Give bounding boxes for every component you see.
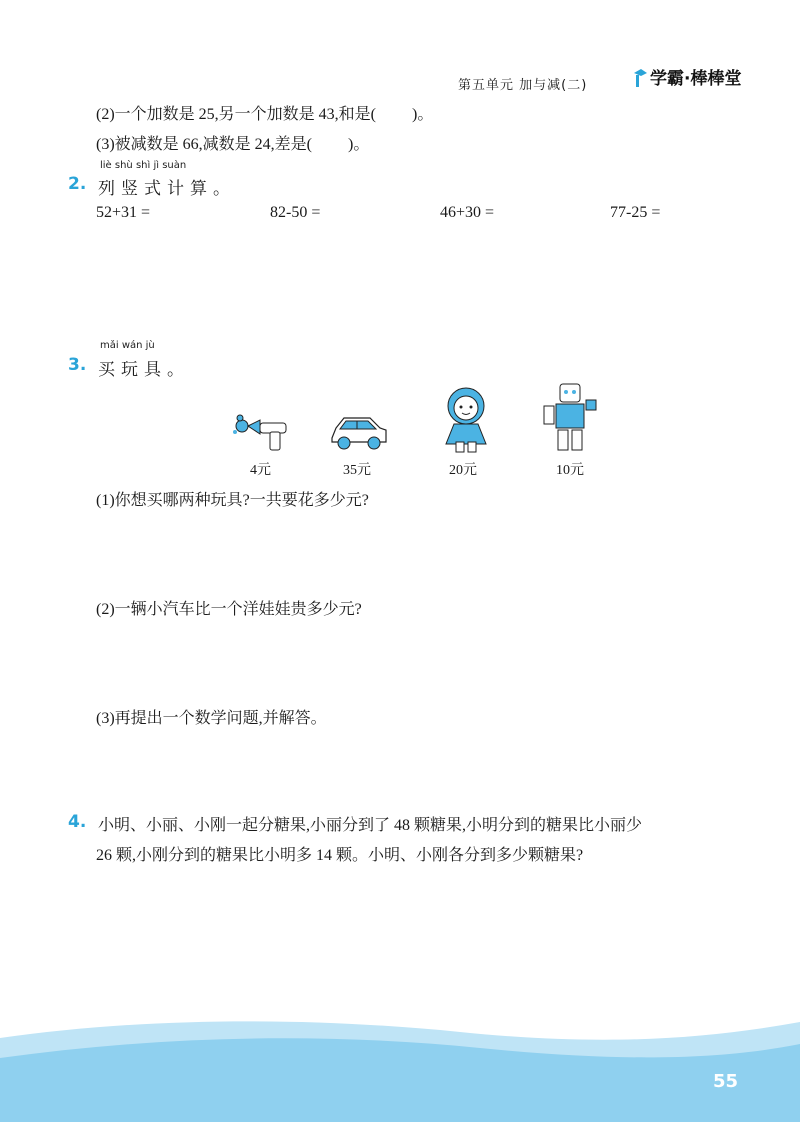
q4-number: 4. [68, 812, 87, 832]
q2-title: 列竖式计算。 [98, 179, 236, 199]
brand-logo [632, 64, 741, 89]
unit-title: 第五单元 加与减(二) [458, 78, 588, 93]
footer-wave [0, 1010, 800, 1122]
q2-number: 2. [68, 174, 87, 194]
q3-title: 买玩具。 [98, 360, 190, 380]
q3-sub3: (3)再提出一个数学问题,并解答。 [96, 710, 327, 727]
q4-line2: 26 颗,小刚分到的糖果比小明多 14 颗。小明、小刚各分到多少颗糖果? [96, 847, 584, 864]
robot-icon [538, 378, 602, 458]
q2-pinyin: liè shù shì jì suàn [100, 160, 187, 171]
price-water-gun: 4元 [250, 463, 271, 478]
q4-line1: 小明、小丽、小刚一起分糖果,小丽分到了 48 颗糖果,小明分到的糖果比小丽少 [98, 817, 643, 834]
calc-2: 82-50 = [270, 204, 321, 221]
price-robot: 10元 [556, 463, 584, 478]
brand-name: 学霸·棒棒堂 [650, 69, 742, 89]
q3-pinyin: mǎi wán jù [100, 340, 155, 351]
q3-number: 3. [68, 355, 87, 375]
price-doll: 20元 [449, 463, 477, 478]
q1-item2: (2)一个加数是 25,另一个加数是 43,和是( )。 [96, 106, 434, 123]
page-number: 55 [712, 1071, 738, 1092]
q3-sub2: (2)一辆小汽车比一个洋娃娃贵多少元? [96, 601, 362, 618]
toy-car-icon [326, 408, 390, 454]
water-gun-icon [230, 410, 294, 456]
q1-item3: (3)被减数是 66,减数是 24,差是( )。 [96, 136, 370, 153]
graduation-cap-icon [632, 65, 648, 89]
q3-sub1: (1)你想买哪两种玩具?一共要花多少元? [96, 492, 369, 509]
price-car: 35元 [343, 463, 371, 478]
calc-4: 77-25 = [610, 204, 661, 221]
doll-icon [434, 384, 498, 456]
calc-3: 46+30 = [440, 204, 495, 221]
calc-1: 52+31 = [96, 204, 151, 221]
